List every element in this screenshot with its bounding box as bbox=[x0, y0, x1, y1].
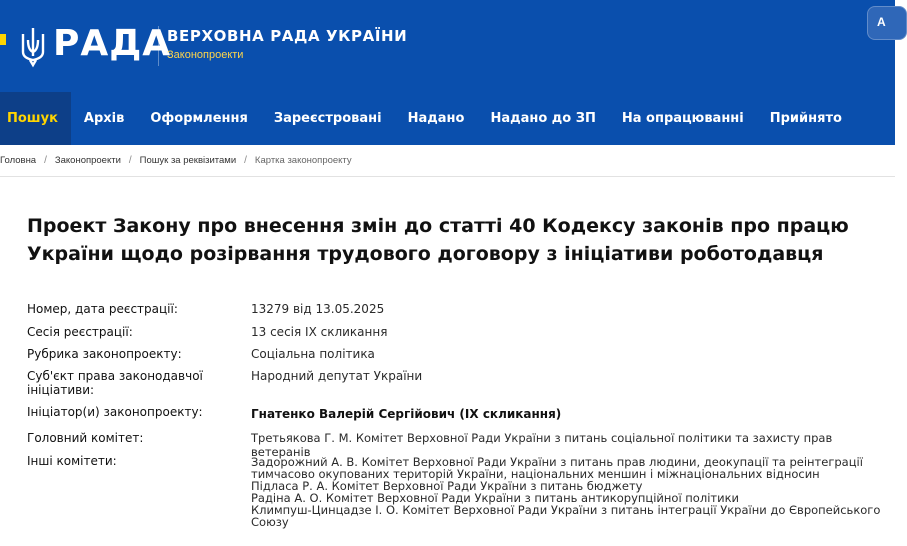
detail-value: Соціальна політика bbox=[251, 347, 375, 361]
detail-row-subject bbox=[27, 369, 895, 405]
trident-icon bbox=[19, 26, 47, 66]
site-title: ВЕРХОВНА РАДА УКРАЇНИ bbox=[167, 27, 408, 45]
detail-value: 13279 від 13.05.2025 bbox=[251, 302, 385, 316]
language-switcher[interactable] bbox=[867, 6, 907, 40]
nav-item-search[interactable]: Пошук bbox=[0, 92, 71, 145]
nav-item-archive[interactable]: Архів bbox=[83, 111, 125, 126]
site-title-block[interactable] bbox=[167, 27, 407, 62]
detail-label: Інші комітети: bbox=[27, 454, 117, 468]
breadcrumb-home[interactable]: Головна bbox=[0, 155, 37, 166]
committee-line: Союзу bbox=[251, 515, 289, 529]
detail-row-main-committee bbox=[27, 431, 895, 459]
detail-label: Суб'єкт права законодавчої ініціативи: bbox=[27, 369, 203, 397]
nav-item-submitted[interactable]: Надано bbox=[407, 111, 465, 126]
committee-line: Климпуш-Цинцадзе І. О. Комітет Верховної Ради України з питань інтеграції України до Європейського bbox=[251, 503, 881, 517]
logo-divider bbox=[158, 26, 159, 66]
nav-item-drafting[interactable]: Оформлення bbox=[150, 111, 248, 126]
detail-value: Третьякова Г. М. Комітет Верховної Ради України з питань соціальної політики та захисту прав ветеранів bbox=[251, 431, 833, 459]
detail-label: Рубрика законопроекту: bbox=[27, 347, 182, 361]
initiator-link[interactable]: Гнатенко Валерій Сергійович (IX скликання) bbox=[251, 407, 562, 421]
detail-value: 13 сесія IX скликання bbox=[251, 325, 388, 339]
detail-row-other-committees bbox=[27, 454, 895, 528]
main-nav bbox=[0, 92, 895, 145]
breadcrumb-bills[interactable]: Законопроекти bbox=[54, 155, 121, 166]
detail-label: Головний комітет: bbox=[27, 431, 144, 445]
nav-item-submitted-zp[interactable]: Надано до ЗП bbox=[490, 111, 596, 126]
bill-card bbox=[0, 177, 895, 529]
detail-value: Народний депутат України bbox=[251, 369, 423, 383]
language-label: A bbox=[877, 15, 886, 29]
detail-label: Сесія реєстрації: bbox=[27, 325, 133, 339]
detail-row-number bbox=[27, 302, 895, 325]
detail-label: Ініціатор(и) законопроекту: bbox=[27, 405, 203, 419]
bill-title: Проект Закону про внесення змін до статті 40 Кодексу законів про працю України щодо розірвання трудового договору з ініціативи роботодавця bbox=[27, 215, 849, 265]
breadcrumb-separator: / bbox=[244, 155, 247, 166]
committee-line: Задорожний А. В. Комітет Верховної Ради України з питань прав людини, деокупації та реінтеграції bbox=[251, 455, 863, 469]
detail-row-session bbox=[27, 325, 895, 347]
nav-item-in-progress[interactable]: На опрацюванні bbox=[621, 111, 744, 126]
bill-details bbox=[27, 302, 895, 528]
breadcrumb-current: Картка законопроекту bbox=[254, 155, 352, 166]
nav-item-adopted[interactable]: Прийнято bbox=[769, 111, 842, 126]
detail-label: Номер, дата реєстрації: bbox=[27, 302, 178, 316]
breadcrumb-search[interactable]: Пошук за реквізитами bbox=[139, 155, 237, 166]
breadcrumb bbox=[0, 145, 895, 177]
detail-row-rubric bbox=[27, 347, 895, 369]
detail-row-initiator bbox=[27, 405, 895, 431]
breadcrumb-separator: / bbox=[44, 155, 47, 166]
committee-line: Підласа Р. А. Комітет Верховної Ради України з питань бюджету bbox=[251, 479, 643, 493]
committee-line: Радіна А. О. Комітет Верховної Ради України з питань антикорупційної політики bbox=[251, 491, 739, 505]
site-header bbox=[0, 0, 895, 92]
site-subtitle: Законопроекти bbox=[167, 49, 244, 61]
logo-word: РАДА bbox=[53, 23, 172, 64]
committee-line: тимчасово окупованих територій України, національних меншин і міжнаціональних відносин bbox=[251, 467, 820, 481]
other-committees-list bbox=[251, 454, 895, 528]
flag-stripe bbox=[0, 34, 6, 45]
breadcrumb-separator: / bbox=[128, 155, 132, 166]
nav-item-registered[interactable]: Зареєстровані bbox=[273, 111, 382, 126]
